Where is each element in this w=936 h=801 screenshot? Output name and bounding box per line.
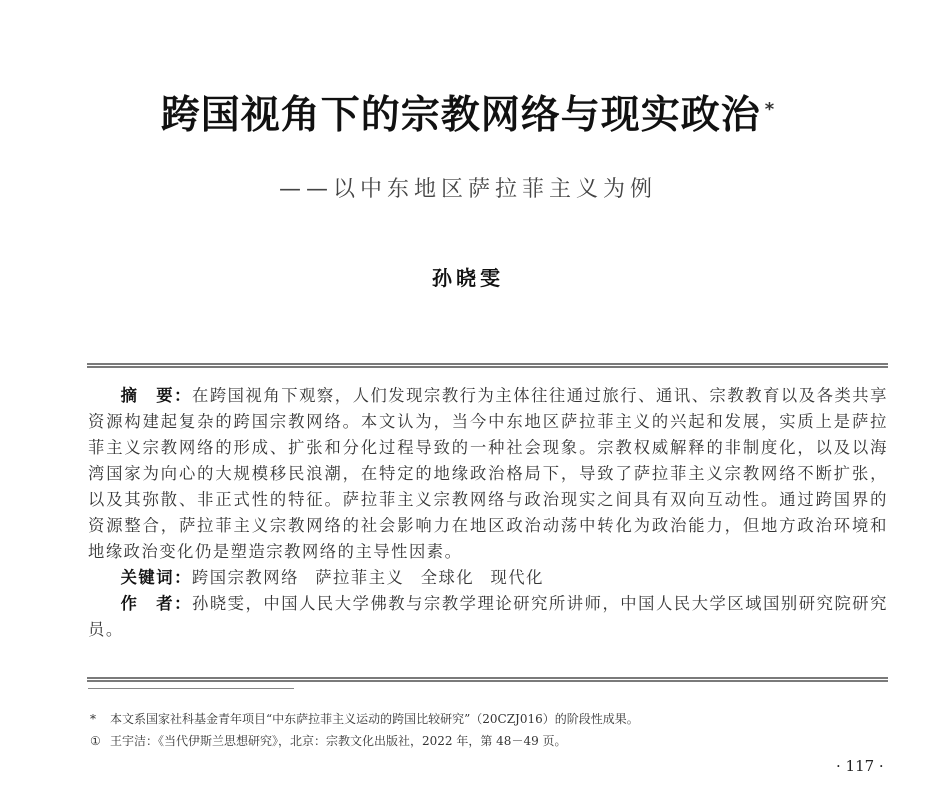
article-title-text: 跨国视角下的宗教网络与现实政治 xyxy=(160,93,761,139)
footnote-marker: * xyxy=(90,712,96,726)
author-info-text: 孙晓雯，中国人民大学佛教与宗教学理论研究所讲师，中国人民大学区域国别研究院研究员。 xyxy=(88,594,888,639)
keyword: 全球化 xyxy=(420,568,475,587)
article-author: 孙晓雯 xyxy=(432,266,504,290)
abstract-text: 在跨国视角下观察，人们发现宗教行为主体往往通过旅行、通讯、宗教教育以及各类共享资源构建起复杂的跨国宗教网络。本文认为，当今中东地区萨拉菲主义的兴起和发展，实质上是萨拉菲主义宗教网络的形成、扩张和分化过程导致的一种社会现象。宗教权威解释的非制度化，以及以海湾国家为向心的大规模移民浪潮，在特定的地缘政治格局下，导致了萨拉菲主义宗教网络不断扩张，以及其弥散、非正式性的特征。萨拉菲主义宗教网络与政治现实之间具有双向互动性。通过跨国界的资源整合，萨拉菲主义宗教网络的社会影响力在地区政治动荡中转化为政治能力，但地方政治环境和地缘政治变化仍是塑造宗教网络的主导性因素。 xyxy=(88,386,888,561)
footnote-item xyxy=(90,708,890,730)
keyword: 跨国宗教网络 xyxy=(191,568,299,587)
article-subtitle: ——以中东地区萨拉菲主义为例 xyxy=(278,177,657,202)
keyword: 萨拉菲主义 xyxy=(315,568,405,587)
abstract-label: 摘 要： xyxy=(120,386,192,405)
footnote-text: 王宇洁：《当代伊斯兰思想研究》，北京：宗教文化出版社，2022 年，第 48－49 页。 xyxy=(110,734,567,748)
footnote-item xyxy=(90,730,890,752)
author-info-paragraph xyxy=(88,591,888,643)
article-title xyxy=(0,88,936,144)
author-info-label: 作 者： xyxy=(120,594,192,613)
keywords-list xyxy=(192,568,544,587)
keywords-label: 关键词： xyxy=(120,568,192,587)
footnote-text: 本文系国家社科基金青年项目“中东萨拉菲主义运动的跨国比较研究”（20CZJ016）的阶段性成果。 xyxy=(110,712,639,726)
keywords-paragraph xyxy=(88,565,888,591)
abstract-paragraph xyxy=(88,383,888,565)
footnote-separator xyxy=(88,688,294,689)
abstract-block xyxy=(88,383,888,643)
abstract-top-rule xyxy=(87,363,888,368)
footnote-marker: ① xyxy=(90,734,101,748)
title-footnote-marker[interactable]: * xyxy=(764,99,776,121)
abstract-bottom-rule xyxy=(87,677,888,682)
page-number: · 117 · xyxy=(836,757,884,775)
footnotes xyxy=(90,708,890,752)
keyword: 现代化 xyxy=(490,568,544,587)
